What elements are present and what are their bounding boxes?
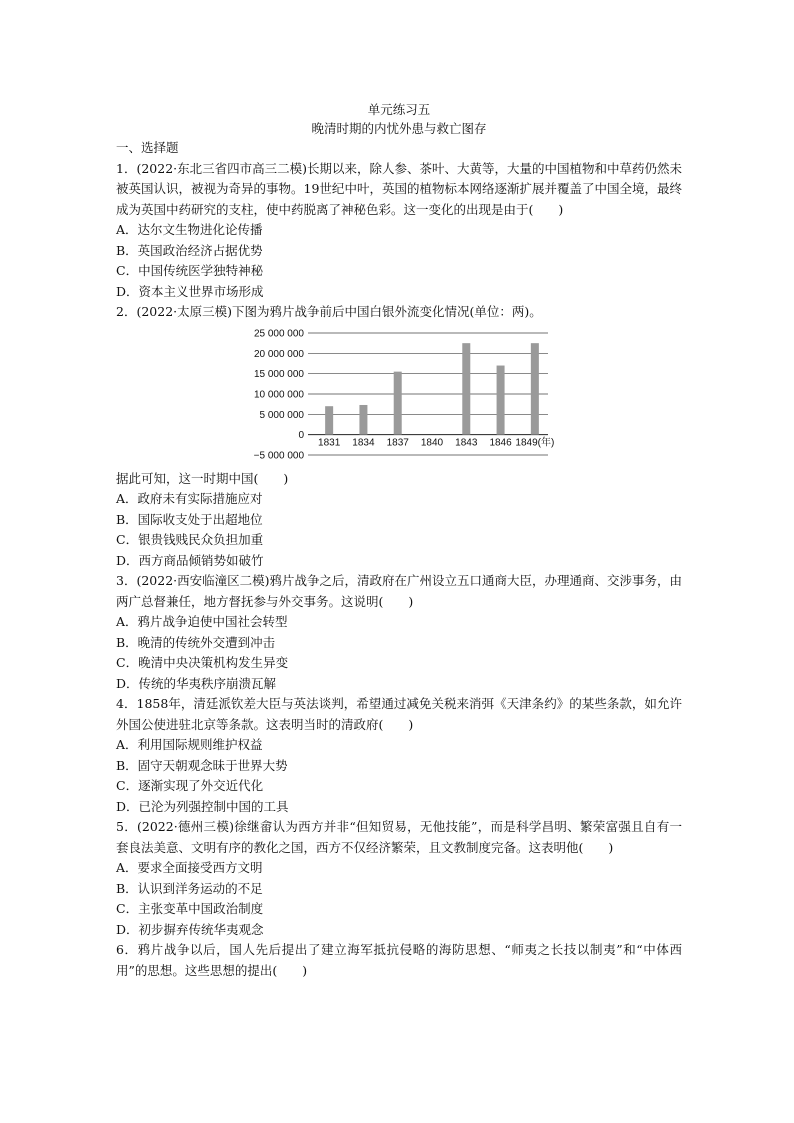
x-tick-label: 1831 bbox=[318, 437, 341, 449]
x-tick-label: 1840 bbox=[420, 437, 444, 449]
question-5-stem: 5．(2022·德州三模)徐继畲认为西方并非“但知贸易，无他技能”，而是科学昌明、繁荣富强且自有一套良法美意、文明有序的教化之国，西方不仅经济繁荣，且文教制度完备。这表明他( ) bbox=[116, 819, 682, 855]
question-4-option-d: D．已沦为列强控制中国的工具 bbox=[116, 798, 289, 814]
question-5-option-d: D．初步摒弃传统华夷观念 bbox=[116, 921, 264, 937]
question-4-option-b: B．固守天朝观念昧于世界大势 bbox=[116, 757, 288, 773]
silver-outflow-chart bbox=[116, 325, 682, 465]
y-tick-label: 25 000 000 bbox=[253, 328, 304, 339]
question-5-option-a: A．要求全面接受西方文明 bbox=[116, 860, 263, 875]
question-1-option-a: A．达尔文生物进化论传播 bbox=[116, 222, 263, 237]
question-1-option-c: C．中国传统医学独特神秘 bbox=[116, 263, 264, 278]
question-6-stem: 6．鸦片战争以后，国人先后提出了建立海军抵抗侵略的海防思想、“师夷之长技以制夷”和“中体西用”的思想。这些思想的提出( ) bbox=[116, 942, 682, 978]
question-4-option-a: A．利用国际规则维护权益 bbox=[116, 737, 263, 752]
question-2-option-b: B．国际收支处于出超地位 bbox=[116, 511, 263, 527]
y-tick-label: 5 000 000 bbox=[259, 409, 304, 421]
question-1-option-b: B．英国政治经济占据优势 bbox=[116, 242, 263, 258]
x-tick-label: 1846 bbox=[489, 437, 512, 449]
x-tick-label: 1843 bbox=[455, 437, 478, 449]
bar bbox=[394, 371, 402, 434]
question-2-option-a: A．政府未有实际措施应对 bbox=[116, 491, 263, 506]
question-2-stem: 2．(2022·太原三模)下图为鸦片战争前后中国白银外流变化情况(单位：两)。 bbox=[116, 304, 542, 319]
question-2-option-d: D．西方商品倾销势如破竹 bbox=[116, 552, 264, 568]
worksheet-page bbox=[116, 100, 682, 981]
bar bbox=[325, 406, 333, 434]
question-3-option-d: D．传统的华夷秩序崩溃瓦解 bbox=[116, 675, 277, 691]
y-tick-label: 15 000 000 bbox=[253, 368, 304, 380]
y-tick-label: 10 000 000 bbox=[253, 389, 304, 400]
bar bbox=[531, 343, 539, 435]
bar bbox=[359, 404, 367, 434]
x-tick-label: 1849(年) bbox=[515, 437, 555, 449]
question-3-option-a: A．鸦片战争迫使中国社会转型 bbox=[116, 614, 288, 629]
y-tick-label: −5 000 000 bbox=[253, 450, 304, 461]
question-5-option-b: B．认识到洋务运动的不足 bbox=[116, 880, 263, 896]
question-3-stem: 3．(2022·西安临潼区二模)鸦片战争之后，清政府在广州设立五口通商大臣，办理通商、交涉事务，由两广总督兼任，地方督抚参与外交事务。这说明( ) bbox=[116, 573, 682, 609]
question-3-option-c: C．晚清中央决策机构发生异变 bbox=[116, 655, 289, 670]
bar bbox=[497, 365, 505, 434]
page-title: 单元练习五 bbox=[367, 102, 431, 117]
question-2-after: 据此可知，这一时期中国( ) bbox=[116, 470, 289, 486]
section-heading: 一、选择题 bbox=[116, 140, 179, 155]
question-1-option-d: D．资本主义世界市场形成 bbox=[116, 283, 264, 299]
x-tick-label: 1837 bbox=[386, 437, 409, 449]
y-tick-label: 20 000 000 bbox=[253, 348, 304, 360]
question-5-option-c: C．主张变革中国政治制度 bbox=[116, 901, 264, 916]
question-4-stem: 4．1858年，清廷派钦差大臣与英法谈判，希望通过减免关税来消弭《天津条约》的某些条款，如允许外国公使进驻北京等条款。这表明当时的清政府( ) bbox=[116, 696, 682, 732]
question-3-option-b: B．晚清的传统外交遭到冲击 bbox=[116, 634, 276, 650]
question-1-stem: 1．(2022·东北三省四市高三二模)长期以来，除人参、茶叶、大黄等，大量的中国植物和中草药仍然未被英国认识，被视为奇异的事物。19世纪中叶，英国的植物标本网络逐渐扩展并覆盖了中国全境，最终成为英国中药研究的支柱，使中药脱离了神秘色彩。这一变化的出现是由于( ) bbox=[116, 160, 682, 217]
silver-outflow-chart-svg bbox=[116, 325, 682, 465]
page-subtitle: 晚清时期的内忧外患与救亡图存 bbox=[311, 121, 487, 136]
y-tick-label: 0 bbox=[298, 429, 304, 441]
x-tick-label: 1834 bbox=[352, 437, 375, 449]
question-2-option-c: C．银贵钱贱民众负担加重 bbox=[116, 532, 264, 547]
question-4-option-c: C．逐渐实现了外交近代化 bbox=[116, 778, 264, 793]
bar bbox=[462, 343, 470, 435]
